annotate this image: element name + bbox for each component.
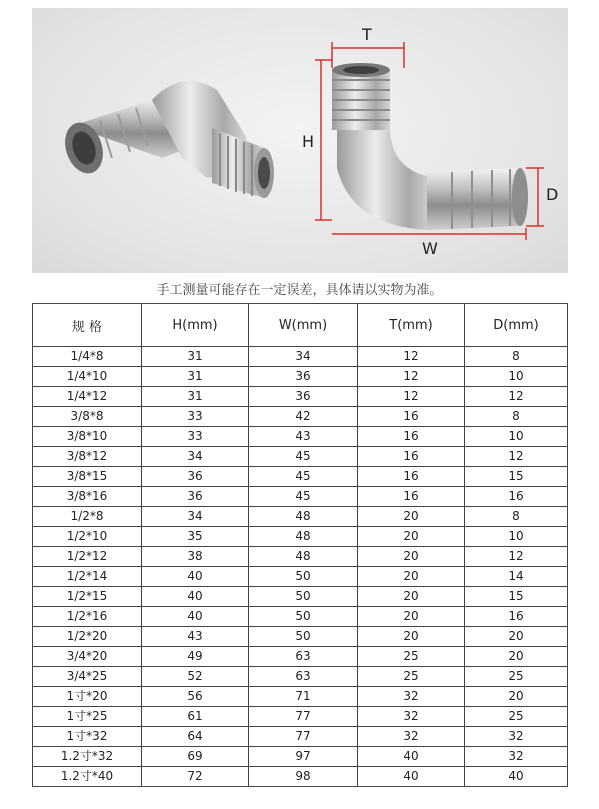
- table-row: [33, 727, 568, 747]
- cell-w: 43: [249, 427, 358, 447]
- table-row: [33, 667, 568, 687]
- cell-w: 50: [249, 587, 358, 607]
- cell-h: 31: [142, 347, 249, 367]
- table-row: [33, 687, 568, 707]
- table-row: [33, 707, 568, 727]
- cell-d: 10: [465, 527, 568, 547]
- header-spec: 规 格: [33, 304, 142, 347]
- header-h: H(mm): [142, 304, 249, 347]
- cell-w: 77: [249, 707, 358, 727]
- cell-t: 16: [358, 427, 465, 447]
- cell-d: 25: [465, 667, 568, 687]
- cell-d: 32: [465, 747, 568, 767]
- cell-d: 8: [465, 407, 568, 427]
- table-row: [33, 427, 568, 447]
- cell-h: 40: [142, 607, 249, 627]
- cell-t: 32: [358, 727, 465, 747]
- cell-w: 36: [249, 367, 358, 387]
- cell-t: 32: [358, 687, 465, 707]
- header-d: D(mm): [465, 304, 568, 347]
- cell-spec: 1/4*12: [33, 387, 142, 407]
- cell-t: 20: [358, 607, 465, 627]
- cell-t: 25: [358, 667, 465, 687]
- table-row: [33, 627, 568, 647]
- cell-spec: 3/4*20: [33, 647, 142, 667]
- cell-spec: 3/8*10: [33, 427, 142, 447]
- d-dimension-line: [526, 168, 544, 226]
- h-dimension-line: [315, 60, 332, 220]
- table-row: [33, 767, 568, 787]
- header-w: W(mm): [249, 304, 358, 347]
- product-photo: [32, 8, 568, 273]
- cell-spec: 1/4*10: [33, 367, 142, 387]
- cell-spec: 1/4*8: [33, 347, 142, 367]
- cell-spec: 1/2*14: [33, 567, 142, 587]
- cell-h: 35: [142, 527, 249, 547]
- cell-w: 50: [249, 567, 358, 587]
- cell-spec: 1寸*25: [33, 707, 142, 727]
- cell-d: 12: [465, 447, 568, 467]
- cell-w: 50: [249, 627, 358, 647]
- cell-h: 36: [142, 467, 249, 487]
- table-row: [33, 647, 568, 667]
- cell-d: 20: [465, 647, 568, 667]
- cell-spec: 1/2*15: [33, 587, 142, 607]
- cell-h: 33: [142, 427, 249, 447]
- cell-w: 71: [249, 687, 358, 707]
- cell-w: 63: [249, 667, 358, 687]
- t-dimension-label: T: [362, 25, 372, 44]
- table-row: [33, 407, 568, 427]
- cell-w: 63: [249, 647, 358, 667]
- cell-h: 49: [142, 647, 249, 667]
- cell-w: 77: [249, 727, 358, 747]
- cell-t: 40: [358, 747, 465, 767]
- cell-w: 98: [249, 767, 358, 787]
- cell-t: 32: [358, 707, 465, 727]
- cell-d: 15: [465, 467, 568, 487]
- cell-d: 10: [465, 427, 568, 447]
- cell-h: 61: [142, 707, 249, 727]
- cell-t: 20: [358, 547, 465, 567]
- cell-d: 14: [465, 567, 568, 587]
- header-t: T(mm): [358, 304, 465, 347]
- cell-h: 31: [142, 367, 249, 387]
- cell-h: 64: [142, 727, 249, 747]
- cell-spec: 1.2寸*32: [33, 747, 142, 767]
- table-row: [33, 567, 568, 587]
- cell-h: 69: [142, 747, 249, 767]
- cell-t: 16: [358, 407, 465, 427]
- cell-spec: 3/8*12: [33, 447, 142, 467]
- table-row: [33, 467, 568, 487]
- cell-t: 20: [358, 587, 465, 607]
- cell-spec: 1/2*10: [33, 527, 142, 547]
- cell-d: 15: [465, 587, 568, 607]
- cell-d: 12: [465, 547, 568, 567]
- spec-table: [32, 303, 568, 787]
- cell-d: 16: [465, 607, 568, 627]
- cell-spec: 3/8*15: [33, 467, 142, 487]
- cell-t: 25: [358, 647, 465, 667]
- cell-h: 31: [142, 387, 249, 407]
- cell-spec: 1/2*8: [33, 507, 142, 527]
- cell-d: 12: [465, 387, 568, 407]
- d-dimension-label: D: [546, 185, 559, 204]
- cell-t: 12: [358, 387, 465, 407]
- cell-h: 40: [142, 587, 249, 607]
- cell-spec: 1/2*20: [33, 627, 142, 647]
- cell-w: 45: [249, 447, 358, 467]
- cell-spec: 1寸*32: [33, 727, 142, 747]
- cell-w: 42: [249, 407, 358, 427]
- cell-w: 34: [249, 347, 358, 367]
- cell-w: 48: [249, 547, 358, 567]
- cell-d: 16: [465, 487, 568, 507]
- cell-t: 20: [358, 627, 465, 647]
- cell-t: 20: [358, 567, 465, 587]
- cell-t: 12: [358, 347, 465, 367]
- table-row: [33, 367, 568, 387]
- cell-d: 20: [465, 627, 568, 647]
- cell-h: 34: [142, 447, 249, 467]
- cell-t: 20: [358, 507, 465, 527]
- cell-spec: 1寸*20: [33, 687, 142, 707]
- cell-spec: 3/4*25: [33, 667, 142, 687]
- elbow-fittings-illustration: [32, 8, 568, 273]
- cell-w: 97: [249, 747, 358, 767]
- cell-t: 16: [358, 467, 465, 487]
- cell-w: 36: [249, 387, 358, 407]
- table-row: [33, 347, 568, 367]
- cell-w: 45: [249, 487, 358, 507]
- table-row: [33, 507, 568, 527]
- spec-table-header: [33, 304, 568, 347]
- cell-w: 45: [249, 467, 358, 487]
- cell-d: 8: [465, 347, 568, 367]
- cell-w: 48: [249, 507, 358, 527]
- cell-t: 16: [358, 487, 465, 507]
- cell-d: 40: [465, 767, 568, 787]
- cell-d: 8: [465, 507, 568, 527]
- cell-h: 33: [142, 407, 249, 427]
- cell-spec: 1.2寸*40: [33, 767, 142, 787]
- cell-t: 12: [358, 367, 465, 387]
- left-elbow-fitting: [59, 81, 274, 198]
- table-row: [33, 587, 568, 607]
- cell-w: 50: [249, 607, 358, 627]
- cell-t: 16: [358, 447, 465, 467]
- table-row: [33, 527, 568, 547]
- cell-t: 20: [358, 527, 465, 547]
- cell-h: 52: [142, 667, 249, 687]
- cell-d: 32: [465, 727, 568, 747]
- cell-h: 34: [142, 507, 249, 527]
- spec-table-body: [33, 347, 568, 787]
- cell-spec: 3/8*8: [33, 407, 142, 427]
- cell-d: 25: [465, 707, 568, 727]
- table-row: [33, 387, 568, 407]
- w-dimension-label: W: [422, 239, 438, 258]
- right-elbow-fitting: [332, 63, 528, 230]
- h-dimension-label: H: [302, 132, 315, 151]
- cell-d: 10: [465, 367, 568, 387]
- cell-h: 56: [142, 687, 249, 707]
- table-row: [33, 547, 568, 567]
- table-row: [33, 607, 568, 627]
- table-row: [33, 487, 568, 507]
- cell-w: 48: [249, 527, 358, 547]
- table-row: [33, 447, 568, 467]
- cell-t: 40: [358, 767, 465, 787]
- cell-h: 72: [142, 767, 249, 787]
- measurement-note: 手工测量可能存在一定误差，具体请以实物为准。: [156, 283, 443, 298]
- cell-spec: 1/2*16: [33, 607, 142, 627]
- cell-h: 38: [142, 547, 249, 567]
- cell-h: 40: [142, 567, 249, 587]
- cell-d: 20: [465, 687, 568, 707]
- cell-h: 43: [142, 627, 249, 647]
- table-row: [33, 747, 568, 767]
- cell-spec: 1/2*12: [33, 547, 142, 567]
- cell-spec: 3/8*16: [33, 487, 142, 507]
- cell-h: 36: [142, 487, 249, 507]
